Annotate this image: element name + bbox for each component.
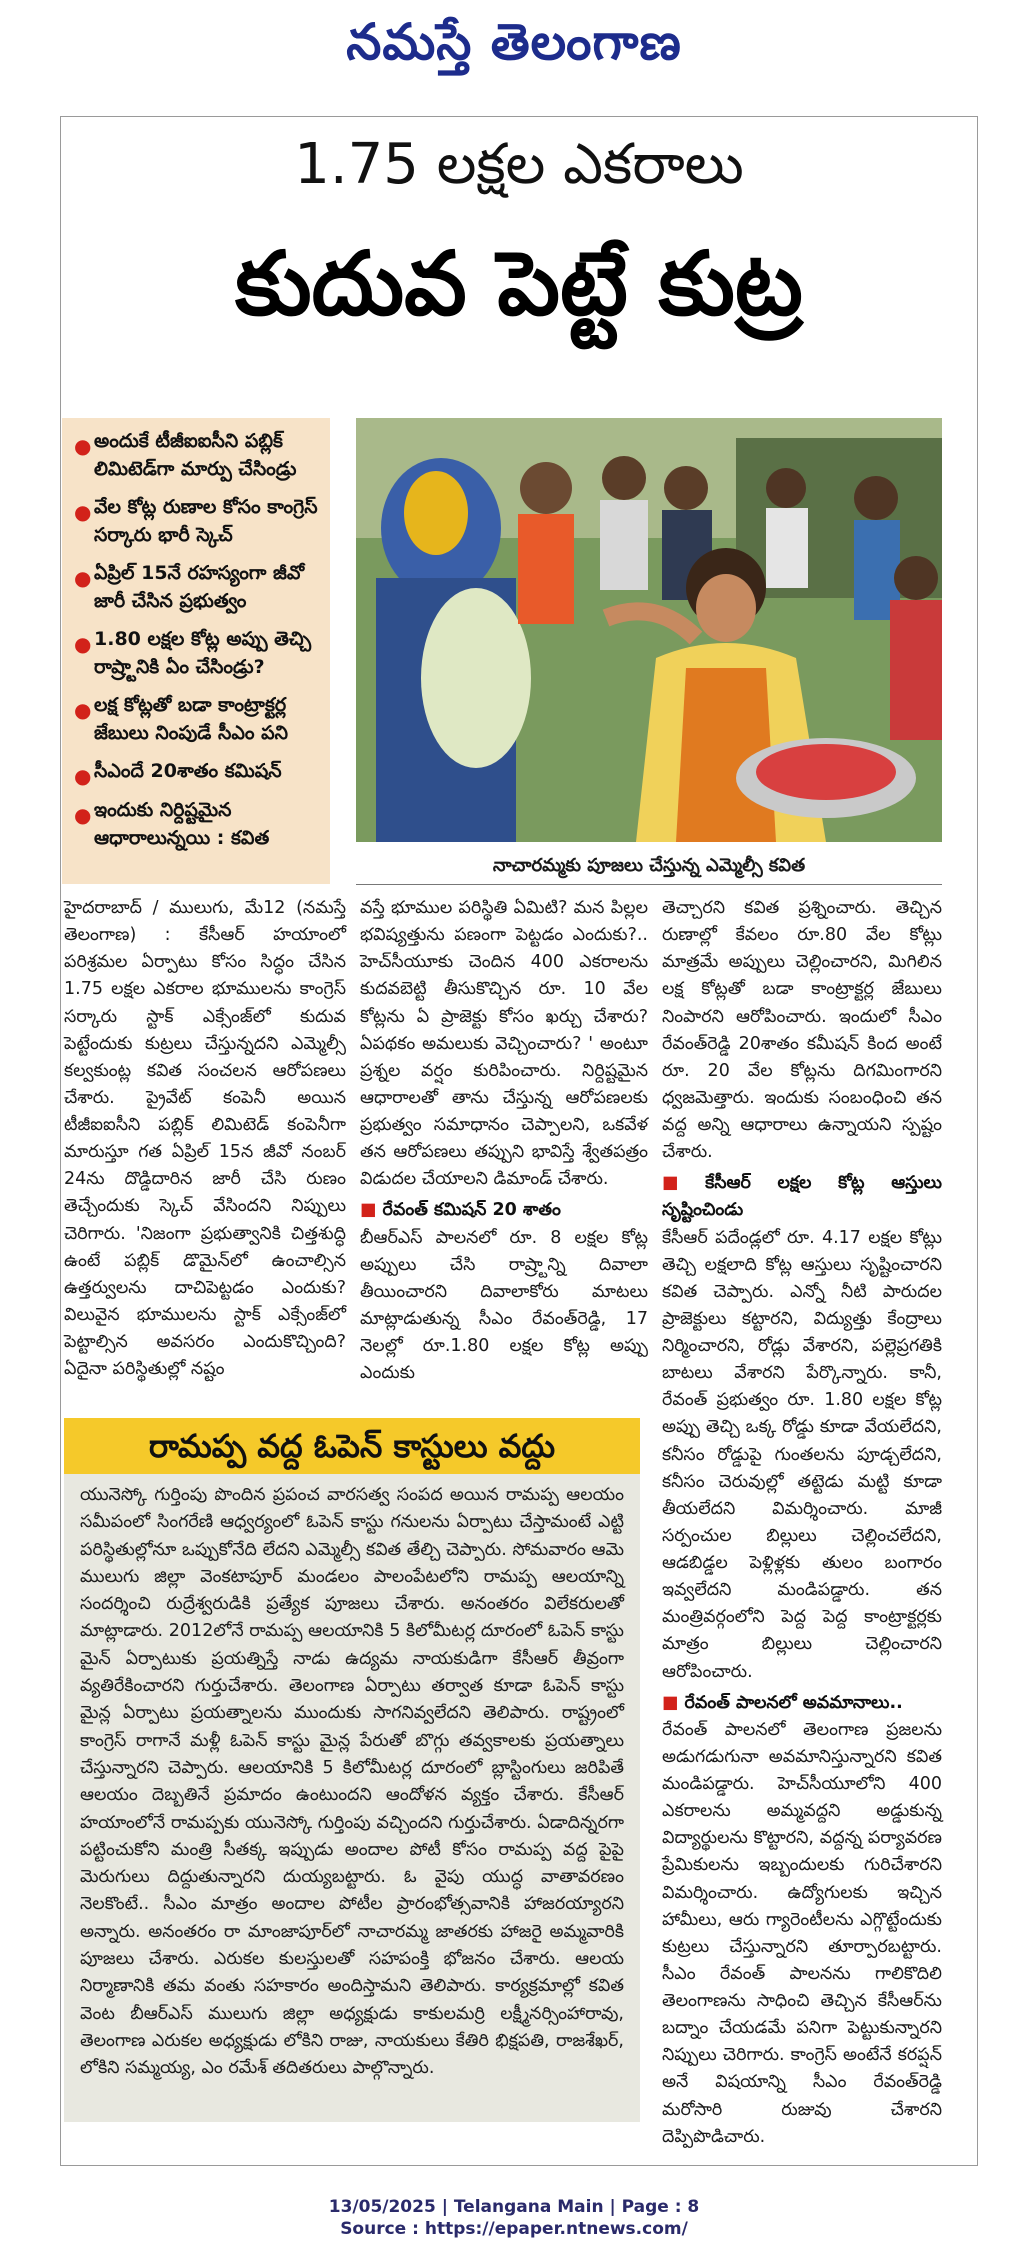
article-column-1 [64,895,346,1383]
article-paragraph: బీఆర్‌ఎస్ పాలనలో రూ. 8 లక్షల కోట్ల అప్పులు చేసి రాష్ర్టాన్ని దివాలా తీయించారని దివాలాకోరు మాటలు మాట్లాడుతున్న సీఎం రేవంత్‌రెడ్డి, 17 నెలల్లో రూ.1.80 లక్షల కోట్ల అప్పు ఎందుకు [360,1227,648,1384]
news-photo [356,418,942,842]
bullet-dot-icon: ● [74,566,92,591]
boxed-story-text: యునెస్కో గుర్తింపు పొందిన ప్రపంచ వారసత్వ సంపద అయిన రామప్ప ఆలయం సమీపంలో సింగరేణి ఆధ్వర్యంలో ఓపెన్ కాస్టు గనులను ఏర్పాటు చేస్తామంటే ఎట్టి పరిస్థితుల్లోనూ ఒప్పుకోనేది లేదని ఎమ్మెల్సీ కవిత తేల్చి చెప్పారు. సోమవారం ఆమె ములుగు జిల్లా వెంకటాపూర్ మండలం పాలంపేటలోని రామప్ప ఆలయాన్ని సందర్శించి రుద్రేశ్వరుడికి ప్రత్యేక పూజలు చేశారు. అనంతరం విలేకరులతో మాట్లాడారు. 2012లోనే రామప్ప ఆలయానికి 5 కిలోమీటర్ల దూరంలో ఓపెన్ కాస్టు మైన్ ఏర్పాటుకు ప్రయత్నిస్తే నాడు ఉద్యమ నాయకుడిగా కేసీఆర్ తీవ్రంగా వ్యతిరేకించారని గుర్తుచేశారు. తెలంగాణ ఏర్పాటు తర్వాత కూడా ఓపెన్ కాస్టు మైన్ల ఏర్పాటు ప్రయత్నాలను ముందుకు సాగనివ్వలేదని తెలిపారు. రాష్ట్రంలో కాంగ్రెస్ రాగానే మళ్లీ ఓపెన్ కాస్టు మైన్ల పేరుతో బొగ్గు తవ్వకాలకు ప్రయత్నాలు చేస్తున్నారని చెప్పారు. ఆలయానికి 5 కిలోమీటర్ల దూరంలో బ్లాస్టింగులు జరిపితే ఆలయం దెబ్బతినే ప్రమాదం ఉంటుందని ఆందోళన వ్యక్తం చేశారు. కేసీఆర్ హయాంలోనే రామప్పకు యునెస్కో గుర్తింపు వచ్చిందని గుర్తుచేశారు. ఏడాదిన్నరగా పట్టించుకోని మంత్రి సీతక్క ఇప్పుడు అందాల పోటీ కోసం రామప్ప వద్ద పైపై మెరుగులు దిద్దుతున్నారని దుయ్యబట్టారు. ఓ వైపు యుద్ధ వాతావరణం నెలకొంటే.. సీఎం మాత్రం అందాల పోటీల ప్రారంభోత్సవానికి హాజరయ్యారని అన్నారు. అనంతరం రా మాంజాపూర్‌లో నాచారమ్మ జాతరకు హాజరై అమ్మవారికి పూజలు చేశారు. ఎరుకల కులస్తులతో సహపంక్తి భోజనం చేశారు. ఆలయ నిర్మాణానికి తమ వంతు సహకారం అందిస్తామని తెలిపారు. కార్యక్రమాల్లో కవిత వెంట బీఆర్‌ఎస్ ములుగు జిల్లా అధ్యక్షుడు కాకులమర్రి లక్ష్మీనర్సింహారావు, తెలంగాణ ఎరుకల అధ్యక్షుడు లోకిని రాజు, నాయకులు కేతిరి భిక్షపతి, రాజశేఖర్, లోకిని సమ్మయ్య, ఎం రమేశ్ తదితరులు పాల్గొన్నారు. [80,1485,624,2079]
square-bullet-icon: ■ [662,1692,679,1713]
subheading: ■ రేవంత్ పాలనలో అవమానాలు.. [662,1692,903,1713]
highlight-item: ● సీఎందే 20శాతం కమిషన్ [70,758,320,786]
article-column-2 [360,895,648,1387]
boxed-story-title: రామప్ప వద్ద ఓపెన్ కాస్టులు వద్దు [64,1418,640,1474]
bullet-dot-icon: ● [74,434,92,458]
subheading: ■ కేసీఆర్ లక్షల కోట్ల ఆస్తులు సృష్టించిండు [662,1173,942,1221]
article-paragraph: తెచ్చారని కవిత ప్రశ్నించారు. తెచ్చిన రుణాల్లో కేవలం రూ.80 వేల కోట్లు మాత్రమే అప్పులు చెల్లించారని, మిగిలిన లక్ష కోట్లతో బడా కాంట్రాక్టర్ల జేబులు నింపారని ఆరోపించారు. ఇందులో సీఎం రేవంత్‌రెడ్డి 20శాతం కమీషన్ కింద అంటే రూ. 20 వేల కోట్లను దిగమింగారని ధ్వజమెత్తారు. ఇందుకు సంబంధించి తన వద్ద అన్ని ఆధారాలు ఉన్నాయని స్పష్టం చేశారు. [662,898,942,1163]
article-paragraph: కేసీఆర్ పదేండ్లలో రూ. 4.17 లక్షల కోట్లు తెచ్చి లక్షలాది కోట్ల ఆస్తులు సృష్టించారని కవిత చెప్పారు. ఎన్నో నీటి పారుదల ప్రాజెక్టులు కట్టారని, విద్యుత్తు కేంద్రాలు నిర్మించారని, రోడ్లు వేశారని, పల్లెప్రగతికి బాటలు వేశారని పేర్కొన్నారు. కానీ, రేవంత్ ప్రభుత్వం రూ. 1.80 లక్షల కోట్ల అప్పు తెచ్చి ఒక్క రోడ్డు కూడా వేయలేదని, కనీసం రోడ్డుపై గుంతలను పూడ్చలేదని, కనీసం చెరువుల్లో తట్టెడు మట్టి కూడా తీయలేదని విమర్శించారు. మాజీ సర్పంచుల బిల్లులు చెల్లించలేదని, ఆడబిడ్డల పెళ్లిళ్లకు తులం బంగారం ఇవ్వలేదని మండిపడ్డారు. తన మంత్రివర్గంలోని పెద్ద పెద్ద కాంట్రాక్టర్లకు మాత్రం బిల్లులు చెల్లించారని ఆరోపించారు. [662,1227,942,1682]
article-headline: కుదువ పెట్టే కుట్ర [235,232,803,335]
article-paragraph: వస్తే భూముల పరిస్థితి ఏమిటి? మన పిల్లల భవిష్యత్తును పణంగా పెట్టడం ఎందుకు?.. హెచ్‌సీయూకు చెందిన 400 ఎకరాలను కుదవబెట్టి తీసుకొచ్చిన రూ. 10 వేల కోట్లను ఏ ప్రాజెక్టు కోసం ఖర్చు చేశారు? ఏపథకం అమలుకు వెచ్చించారు? ' అంటూ ప్రశ్నల వర్షం కురిపించారు. నిర్దిష్టమైన ఆధారాలతో తాను చేస్తున్న ఆరోపణలకు ప్రభుత్వం సమాధానం చెప్పాలని, ఒకవేళ తన ఆరోపణలు తప్పుని భావిస్తే శ్వేతపత్రం విడుదల చేయాలని డిమాండ్ చేశారు. [360,898,648,1190]
highlight-item: ● లక్ష కోట్లతో బడా కాంట్రాక్టర్ల జేబులు నింపుడే సీఎం పని [74,694,288,744]
highlight-item: ● 1.80 లక్షల కోట్ల అప్పు తెచ్చి రాష్ర్టానికి ఏం చేసిండ్రు? [74,628,312,678]
subheading: ■ రేవంత్ కమిషన్ 20 శాతం [360,1200,561,1221]
highlight-item: ● వేల కోట్ల రుణాల కోసం కాంగ్రెస్ సర్కారు భారీ స్కెచ్ [74,496,318,546]
bullet-dot-icon: ● [74,698,92,723]
highlights-box [62,418,330,884]
article-column-3 [662,895,942,2151]
article-paragraph: రేవంత్ పాలనలో తెలంగాణ ప్రజలను అడుగడుగునా అవమానిస్తున్నారని కవిత మండిపడ్డారు. హెచ్‌సీయూలోని 400 ఎకరాలను అమ్మవద్దని అడ్డుకున్న విద్యార్థులను కొట్టారని, వద్దన్న పర్యావరణ ప్రేమికులను ఇబ్బందులకు గురిచేశారని విమర్శించారు. ఉద్యోగులకు ఇచ్చిన హామీలు, ఆరు గ్యారెంటీలను ఎగ్గొట్టేందుకు కుట్రలు చేస్తున్నారని తూర్పారబట్టారు. సీఎం రేవంత్ పాలనను గాలికొదిలి తెలంగాణను సాధించి తెచ్చిన కేసీఆర్‌ను బద్నాం చేయడమే పనిగా పెట్టుకున్నారని నిప్పులు చెరిగారు. కాంగ్రెస్ అంటేనే కరప్షన్ అనే విషయాన్ని సీఎం రేవంత్‌రెడ్డి మరోసారి రుజువు చేశారని దెప్పిపొడిచారు. [662,1719,942,2147]
masthead-logo: నమస్తే తెలంగాణ [346,12,682,71]
footer-edition-info: 13/05/2025 | Telangana Main | Page : 8 [328,2197,700,2217]
highlight-item: ● అందుకే టీజీఐఐసీని పబ్లిక్ లిమిటెడ్‌గా మార్పు చేసిండ్రు [74,430,297,480]
highlight-item: ● ఏప్రిల్ 15నే రహస్యంగా జీవో జారీ చేసిన ప్రభుత్వం [74,562,305,612]
photo-illustration [356,418,942,842]
bullet-dot-icon: ● [74,632,92,657]
highlight-item: ● ఇందుకు నిర్దిష్టమైన ఆధారాలున్నయి : కవిత [74,799,270,849]
boxed-story-body [64,1474,640,2122]
square-bullet-icon: ■ [360,1200,377,1221]
photo-caption: నాచారమ్మకు పూజలు చేస్తున్న ఎమ్మెల్సీ కవిత [356,848,942,885]
bullet-dot-icon: ● [74,803,92,828]
bullet-dot-icon: ● [74,500,92,525]
bullet-dot-icon: ● [74,764,92,789]
page-footer [0,2196,1028,2240]
square-bullet-icon: ■ [662,1173,700,1194]
article-kicker: 1.75 లక్షల ఎకరాలు [294,132,744,197]
footer-source-link[interactable]: Source : https://epaper.ntnews.com/ [340,2219,688,2240]
article-paragraph: హైదరాబాద్ / ములుగు, మే12 (నమస్తే తెలంగాణ) : కేసీఆర్ హయాంలో పరిశ్రమల ఏర్పాటు కోసం సిద్ధం చేసిన 1.75 లక్షల ఎకరాల భూములను కాంగ్రెస్ సర్కారు స్టాక్ ఎక్సేంజ్‌లో కుదువ పెట్టేందుకు కుట్రలు చేస్తున్నదని ఎమ్మెల్సీ కల్వకుంట్ల కవిత సంచలన ఆరోపణలు చేశారు. ప్రైవేట్ కంపెనీ అయిన టీజీఐఐసీని పబ్లిక్ లిమిటెడ్ కంపెనీగా మారుస్తూ గత ఏప్రిల్ 15న జీవో నంబర్ 24ను దొడ్డిదారిన జారీ చేసి రుణం తెచ్చేందుకు స్కెచ్ వేసిందని నిప్పులు చెరిగారు. 'నిజంగా ప్రభుత్వానికి చిత్తశుద్ధి ఉంటే పబ్లిక్ డొమైన్‌లో ఉంచాల్సిన ఉత్తర్వులను దాచిపెట్టడం ఎందుకు? విలువైన భూములను స్టాక్ ఎక్సేంజ్‌లో పెట్టాల్సిన అవసరం ఎందుకొచ్చింది? ఏదైనా పరిస్థితుల్లో నష్టం [64,898,346,1380]
